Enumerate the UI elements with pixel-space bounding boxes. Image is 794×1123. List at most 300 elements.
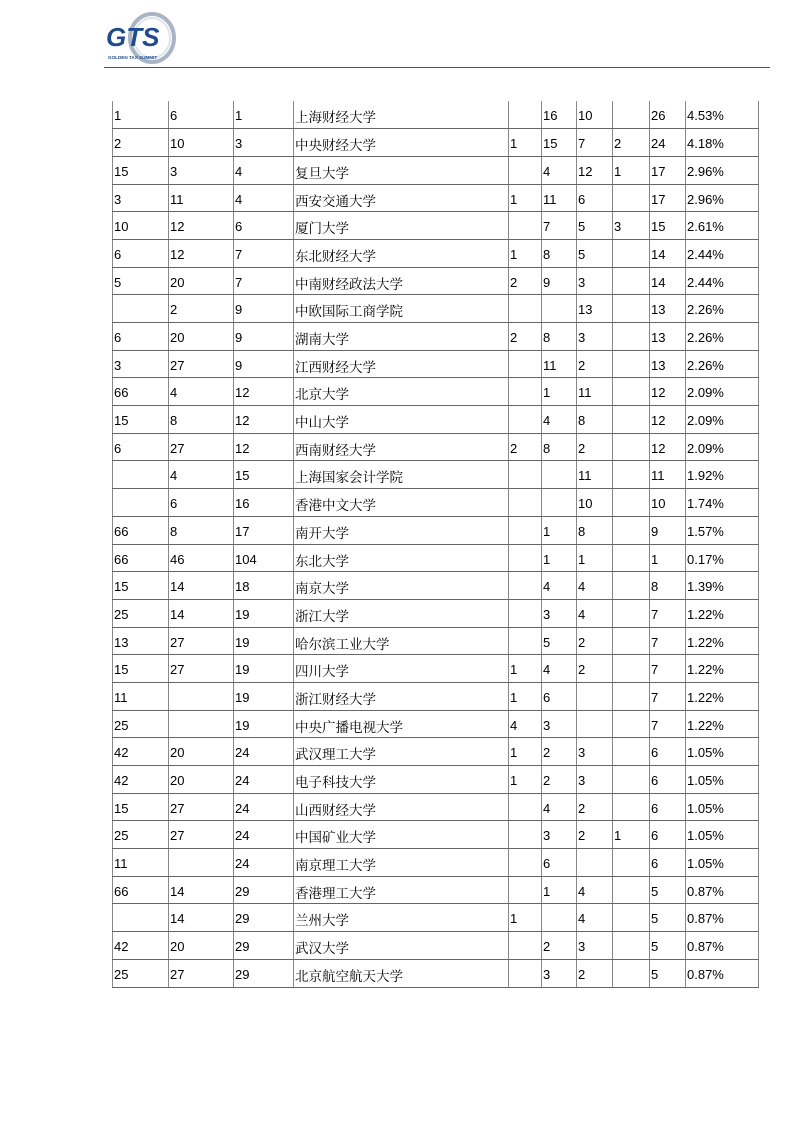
cell-university-name: 东北财经大学 <box>294 239 509 267</box>
cell-count-b: 16 <box>542 101 577 129</box>
cell-rank-b: 4 <box>169 461 234 489</box>
cell-count-c: 2 <box>577 350 613 378</box>
cell-count-c <box>577 682 613 710</box>
cell-share: 4.18% <box>686 129 759 157</box>
table-row <box>113 766 759 794</box>
table-row <box>113 599 759 627</box>
cell-count-a: 1 <box>509 682 542 710</box>
cell-count-c: 2 <box>577 959 613 987</box>
cell-count-c: 7 <box>577 129 613 157</box>
cell-count-a: 2 <box>509 323 542 351</box>
cell-count-c: 2 <box>577 655 613 683</box>
cell-rank-b: 14 <box>169 599 234 627</box>
cell-university-name: 江西财经大学 <box>294 350 509 378</box>
cell-total: 8 <box>650 572 686 600</box>
cell-count-d <box>613 793 650 821</box>
cell-total: 7 <box>650 655 686 683</box>
cell-count-d <box>613 239 650 267</box>
cell-count-c: 10 <box>577 101 613 129</box>
cell-total: 7 <box>650 682 686 710</box>
cell-rank-a: 42 <box>113 738 169 766</box>
cell-count-a <box>509 959 542 987</box>
cell-rank-b: 14 <box>169 876 234 904</box>
cell-count-c: 11 <box>577 461 613 489</box>
cell-university-name: 中欧国际工商学院 <box>294 295 509 323</box>
cell-rank: 4 <box>234 156 294 184</box>
cell-count-b: 2 <box>542 932 577 960</box>
cell-rank-a: 13 <box>113 627 169 655</box>
cell-share: 2.26% <box>686 350 759 378</box>
cell-count-a <box>509 544 542 572</box>
cell-total: 12 <box>650 378 686 406</box>
cell-count-a <box>509 378 542 406</box>
cell-count-d <box>613 489 650 517</box>
cell-rank-a: 1 <box>113 101 169 129</box>
cell-rank-a: 66 <box>113 876 169 904</box>
cell-rank-b: 27 <box>169 655 234 683</box>
cell-rank: 24 <box>234 849 294 877</box>
cell-count-b: 15 <box>542 129 577 157</box>
cell-rank-a: 15 <box>113 572 169 600</box>
table-row <box>113 489 759 517</box>
cell-total: 10 <box>650 489 686 517</box>
table-row <box>113 544 759 572</box>
cell-count-a <box>509 516 542 544</box>
cell-count-c: 12 <box>577 156 613 184</box>
cell-count-b: 3 <box>542 821 577 849</box>
cell-share: 0.87% <box>686 959 759 987</box>
cell-count-b <box>542 904 577 932</box>
cell-count-b: 8 <box>542 323 577 351</box>
cell-count-b <box>542 295 577 323</box>
cell-university-name: 香港理工大学 <box>294 876 509 904</box>
cell-count-c: 4 <box>577 876 613 904</box>
cell-count-c: 4 <box>577 904 613 932</box>
cell-total: 13 <box>650 350 686 378</box>
cell-total: 13 <box>650 323 686 351</box>
cell-rank: 9 <box>234 323 294 351</box>
cell-rank-b: 20 <box>169 267 234 295</box>
cell-count-a <box>509 627 542 655</box>
cell-rank: 3 <box>234 129 294 157</box>
table-row <box>113 849 759 877</box>
cell-count-d: 1 <box>613 156 650 184</box>
cell-rank-a: 15 <box>113 793 169 821</box>
cell-share: 4.53% <box>686 101 759 129</box>
cell-count-d <box>613 849 650 877</box>
cell-university-name: 南京大学 <box>294 572 509 600</box>
cell-rank-a: 25 <box>113 710 169 738</box>
cell-rank: 29 <box>234 932 294 960</box>
cell-share: 1.05% <box>686 766 759 794</box>
cell-university-name: 湖南大学 <box>294 323 509 351</box>
table-row <box>113 378 759 406</box>
cell-count-a: 1 <box>509 655 542 683</box>
cell-count-b: 11 <box>542 350 577 378</box>
cell-count-d: 3 <box>613 212 650 240</box>
cell-count-d <box>613 876 650 904</box>
cell-rank: 7 <box>234 239 294 267</box>
cell-share: 0.17% <box>686 544 759 572</box>
cell-count-b: 7 <box>542 212 577 240</box>
cell-count-c: 8 <box>577 516 613 544</box>
cell-count-a <box>509 599 542 627</box>
cell-count-a <box>509 295 542 323</box>
cell-count-a: 2 <box>509 433 542 461</box>
cell-rank: 19 <box>234 682 294 710</box>
cell-count-a <box>509 793 542 821</box>
cell-share: 2.96% <box>686 156 759 184</box>
cell-university-name: 上海国家会计学院 <box>294 461 509 489</box>
cell-rank-a <box>113 295 169 323</box>
cell-share: 2.26% <box>686 295 759 323</box>
table-row <box>113 129 759 157</box>
cell-share: 0.87% <box>686 904 759 932</box>
cell-count-d <box>613 599 650 627</box>
cell-count-b: 4 <box>542 572 577 600</box>
cell-rank: 15 <box>234 461 294 489</box>
cell-university-name: 中国矿业大学 <box>294 821 509 849</box>
cell-rank-a: 25 <box>113 821 169 849</box>
cell-rank-a: 15 <box>113 406 169 434</box>
cell-count-b: 1 <box>542 516 577 544</box>
cell-count-c: 4 <box>577 599 613 627</box>
cell-count-b: 1 <box>542 876 577 904</box>
cell-count-d <box>613 627 650 655</box>
cell-count-d <box>613 433 650 461</box>
cell-rank-a: 6 <box>113 239 169 267</box>
cell-rank-b: 10 <box>169 129 234 157</box>
cell-rank: 24 <box>234 821 294 849</box>
cell-count-b <box>542 461 577 489</box>
cell-share: 1.57% <box>686 516 759 544</box>
cell-total: 11 <box>650 461 686 489</box>
cell-university-name: 浙江大学 <box>294 599 509 627</box>
cell-university-name: 上海财经大学 <box>294 101 509 129</box>
cell-count-a: 1 <box>509 738 542 766</box>
table-row <box>113 350 759 378</box>
cell-count-b: 5 <box>542 627 577 655</box>
cell-count-d: 2 <box>613 129 650 157</box>
cell-count-a <box>509 572 542 600</box>
cell-count-b: 9 <box>542 267 577 295</box>
table-row <box>113 932 759 960</box>
cell-count-b: 8 <box>542 433 577 461</box>
cell-count-a <box>509 350 542 378</box>
cell-count-d <box>613 184 650 212</box>
cell-rank-a: 66 <box>113 544 169 572</box>
cell-total: 6 <box>650 738 686 766</box>
cell-total: 17 <box>650 184 686 212</box>
cell-rank: 19 <box>234 599 294 627</box>
cell-share: 0.87% <box>686 932 759 960</box>
cell-rank-a: 5 <box>113 267 169 295</box>
cell-rank-b: 20 <box>169 932 234 960</box>
cell-count-a <box>509 101 542 129</box>
table-row <box>113 267 759 295</box>
cell-rank-a <box>113 461 169 489</box>
cell-total: 7 <box>650 710 686 738</box>
cell-rank-b: 27 <box>169 821 234 849</box>
cell-count-c: 13 <box>577 295 613 323</box>
cell-total: 13 <box>650 295 686 323</box>
cell-rank-a <box>113 489 169 517</box>
cell-total: 17 <box>650 156 686 184</box>
cell-rank: 1 <box>234 101 294 129</box>
cell-rank: 19 <box>234 655 294 683</box>
table-row <box>113 959 759 987</box>
cell-share: 2.09% <box>686 378 759 406</box>
cell-rank: 4 <box>234 184 294 212</box>
cell-rank: 24 <box>234 793 294 821</box>
cell-rank: 29 <box>234 904 294 932</box>
cell-count-b: 1 <box>542 378 577 406</box>
cell-rank-a: 3 <box>113 184 169 212</box>
table-row <box>113 793 759 821</box>
cell-count-a: 1 <box>509 184 542 212</box>
cell-count-d <box>613 932 650 960</box>
cell-university-name: 东北大学 <box>294 544 509 572</box>
cell-count-a <box>509 821 542 849</box>
logo-text: GTS <box>106 22 160 52</box>
cell-count-d <box>613 516 650 544</box>
cell-rank-b: 20 <box>169 766 234 794</box>
cell-count-a: 1 <box>509 239 542 267</box>
cell-count-d <box>613 655 650 683</box>
cell-rank-b <box>169 682 234 710</box>
cell-count-c: 5 <box>577 212 613 240</box>
cell-rank-a: 15 <box>113 655 169 683</box>
cell-rank: 104 <box>234 544 294 572</box>
cell-university-name: 武汉理工大学 <box>294 738 509 766</box>
cell-rank-a: 15 <box>113 156 169 184</box>
cell-total: 6 <box>650 821 686 849</box>
cell-rank: 29 <box>234 876 294 904</box>
cell-university-name: 武汉大学 <box>294 932 509 960</box>
cell-rank: 12 <box>234 433 294 461</box>
cell-count-c: 3 <box>577 267 613 295</box>
cell-rank: 12 <box>234 406 294 434</box>
cell-count-b: 4 <box>542 793 577 821</box>
cell-rank-b: 14 <box>169 904 234 932</box>
cell-count-b: 1 <box>542 544 577 572</box>
cell-count-d <box>613 544 650 572</box>
cell-count-c: 6 <box>577 184 613 212</box>
cell-university-name: 西安交通大学 <box>294 184 509 212</box>
cell-total: 5 <box>650 932 686 960</box>
cell-university-name: 中央广播电视大学 <box>294 710 509 738</box>
cell-rank-a: 6 <box>113 323 169 351</box>
cell-rank-b: 20 <box>169 738 234 766</box>
cell-university-name: 香港中文大学 <box>294 489 509 517</box>
cell-total: 24 <box>650 129 686 157</box>
cell-count-d <box>613 101 650 129</box>
cell-rank: 6 <box>234 212 294 240</box>
cell-rank-b: 20 <box>169 323 234 351</box>
cell-rank: 16 <box>234 489 294 517</box>
cell-university-name: 兰州大学 <box>294 904 509 932</box>
cell-count-c: 2 <box>577 821 613 849</box>
cell-rank-b: 12 <box>169 239 234 267</box>
cell-rank-b: 4 <box>169 378 234 406</box>
cell-rank-a: 25 <box>113 959 169 987</box>
cell-count-b: 3 <box>542 959 577 987</box>
cell-rank: 24 <box>234 738 294 766</box>
table-row <box>113 212 759 240</box>
cell-rank-a: 11 <box>113 849 169 877</box>
cell-count-d <box>613 461 650 489</box>
cell-share: 2.26% <box>686 323 759 351</box>
cell-university-name: 北京大学 <box>294 378 509 406</box>
cell-count-c: 11 <box>577 378 613 406</box>
cell-count-a: 1 <box>509 766 542 794</box>
cell-rank-a: 2 <box>113 129 169 157</box>
cell-rank: 18 <box>234 572 294 600</box>
cell-rank-a: 42 <box>113 932 169 960</box>
cell-count-b: 2 <box>542 766 577 794</box>
cell-total: 6 <box>650 793 686 821</box>
cell-count-a <box>509 212 542 240</box>
cell-count-d <box>613 682 650 710</box>
cell-share: 2.61% <box>686 212 759 240</box>
cell-count-b: 4 <box>542 655 577 683</box>
table-body <box>113 101 759 987</box>
table-row <box>113 323 759 351</box>
cell-count-d <box>613 572 650 600</box>
cell-count-d <box>613 378 650 406</box>
cell-count-a <box>509 932 542 960</box>
cell-rank: 9 <box>234 295 294 323</box>
table-row <box>113 738 759 766</box>
cell-rank-b: 27 <box>169 793 234 821</box>
cell-count-c: 3 <box>577 766 613 794</box>
cell-count-a <box>509 461 542 489</box>
cell-total: 14 <box>650 267 686 295</box>
cell-count-a <box>509 849 542 877</box>
cell-count-d <box>613 350 650 378</box>
cell-rank-a: 66 <box>113 378 169 406</box>
cell-share: 2.09% <box>686 406 759 434</box>
logo-subtext: GOLDEN TAX SUMMIT <box>108 55 158 60</box>
cell-rank-b: 14 <box>169 572 234 600</box>
cell-rank-a: 3 <box>113 350 169 378</box>
table-row <box>113 184 759 212</box>
cell-total: 1 <box>650 544 686 572</box>
cell-count-c: 2 <box>577 627 613 655</box>
table-row <box>113 461 759 489</box>
cell-count-a: 2 <box>509 267 542 295</box>
cell-rank-b: 46 <box>169 544 234 572</box>
cell-count-c: 1 <box>577 544 613 572</box>
cell-count-a <box>509 406 542 434</box>
cell-share: 2.44% <box>686 267 759 295</box>
cell-total: 7 <box>650 599 686 627</box>
cell-share: 1.22% <box>686 682 759 710</box>
cell-count-c: 2 <box>577 793 613 821</box>
cell-count-b: 3 <box>542 599 577 627</box>
table-row <box>113 516 759 544</box>
cell-university-name: 北京航空航天大学 <box>294 959 509 987</box>
cell-total: 6 <box>650 849 686 877</box>
table-row <box>113 406 759 434</box>
table-row <box>113 433 759 461</box>
cell-total: 5 <box>650 959 686 987</box>
table-row <box>113 876 759 904</box>
cell-count-b: 6 <box>542 682 577 710</box>
cell-rank-b <box>169 710 234 738</box>
cell-rank-a: 42 <box>113 766 169 794</box>
table-row <box>113 710 759 738</box>
cell-share: 1.39% <box>686 572 759 600</box>
cell-count-d <box>613 766 650 794</box>
cell-rank-b: 27 <box>169 627 234 655</box>
cell-count-c <box>577 849 613 877</box>
cell-share: 1.22% <box>686 655 759 683</box>
cell-count-a <box>509 876 542 904</box>
cell-count-c: 10 <box>577 489 613 517</box>
cell-total: 14 <box>650 239 686 267</box>
cell-rank-b: 27 <box>169 433 234 461</box>
cell-count-b: 3 <box>542 710 577 738</box>
cell-share: 1.05% <box>686 849 759 877</box>
cell-rank-b <box>169 849 234 877</box>
cell-count-a: 4 <box>509 710 542 738</box>
cell-rank: 7 <box>234 267 294 295</box>
cell-university-name: 南京理工大学 <box>294 849 509 877</box>
cell-count-b: 2 <box>542 738 577 766</box>
cell-rank-b: 6 <box>169 489 234 517</box>
cell-count-d: 1 <box>613 821 650 849</box>
cell-university-name: 中南财经政法大学 <box>294 267 509 295</box>
cell-total: 12 <box>650 406 686 434</box>
table-row <box>113 295 759 323</box>
cell-rank: 24 <box>234 766 294 794</box>
cell-total: 12 <box>650 433 686 461</box>
cell-rank-b: 3 <box>169 156 234 184</box>
cell-rank: 29 <box>234 959 294 987</box>
cell-university-name: 南开大学 <box>294 516 509 544</box>
cell-count-a <box>509 156 542 184</box>
header-divider <box>104 67 770 68</box>
table-row <box>113 156 759 184</box>
cell-total: 6 <box>650 766 686 794</box>
cell-count-d <box>613 959 650 987</box>
cell-total: 7 <box>650 627 686 655</box>
cell-total: 15 <box>650 212 686 240</box>
cell-count-b: 4 <box>542 156 577 184</box>
cell-university-name: 中央财经大学 <box>294 129 509 157</box>
cell-university-name: 复旦大学 <box>294 156 509 184</box>
cell-university-name: 四川大学 <box>294 655 509 683</box>
cell-count-b <box>542 489 577 517</box>
cell-rank-a: 25 <box>113 599 169 627</box>
cell-share: 1.22% <box>686 627 759 655</box>
cell-count-a: 1 <box>509 904 542 932</box>
cell-rank-b: 12 <box>169 212 234 240</box>
cell-count-d <box>613 710 650 738</box>
cell-rank: 9 <box>234 350 294 378</box>
cell-count-c: 3 <box>577 323 613 351</box>
cell-rank-b: 6 <box>169 101 234 129</box>
table-row <box>113 821 759 849</box>
cell-share: 1.22% <box>686 710 759 738</box>
cell-share: 1.05% <box>686 821 759 849</box>
cell-rank-a: 66 <box>113 516 169 544</box>
cell-rank-a <box>113 904 169 932</box>
cell-count-a <box>509 489 542 517</box>
cell-rank-b: 27 <box>169 350 234 378</box>
cell-university-name: 中山大学 <box>294 406 509 434</box>
